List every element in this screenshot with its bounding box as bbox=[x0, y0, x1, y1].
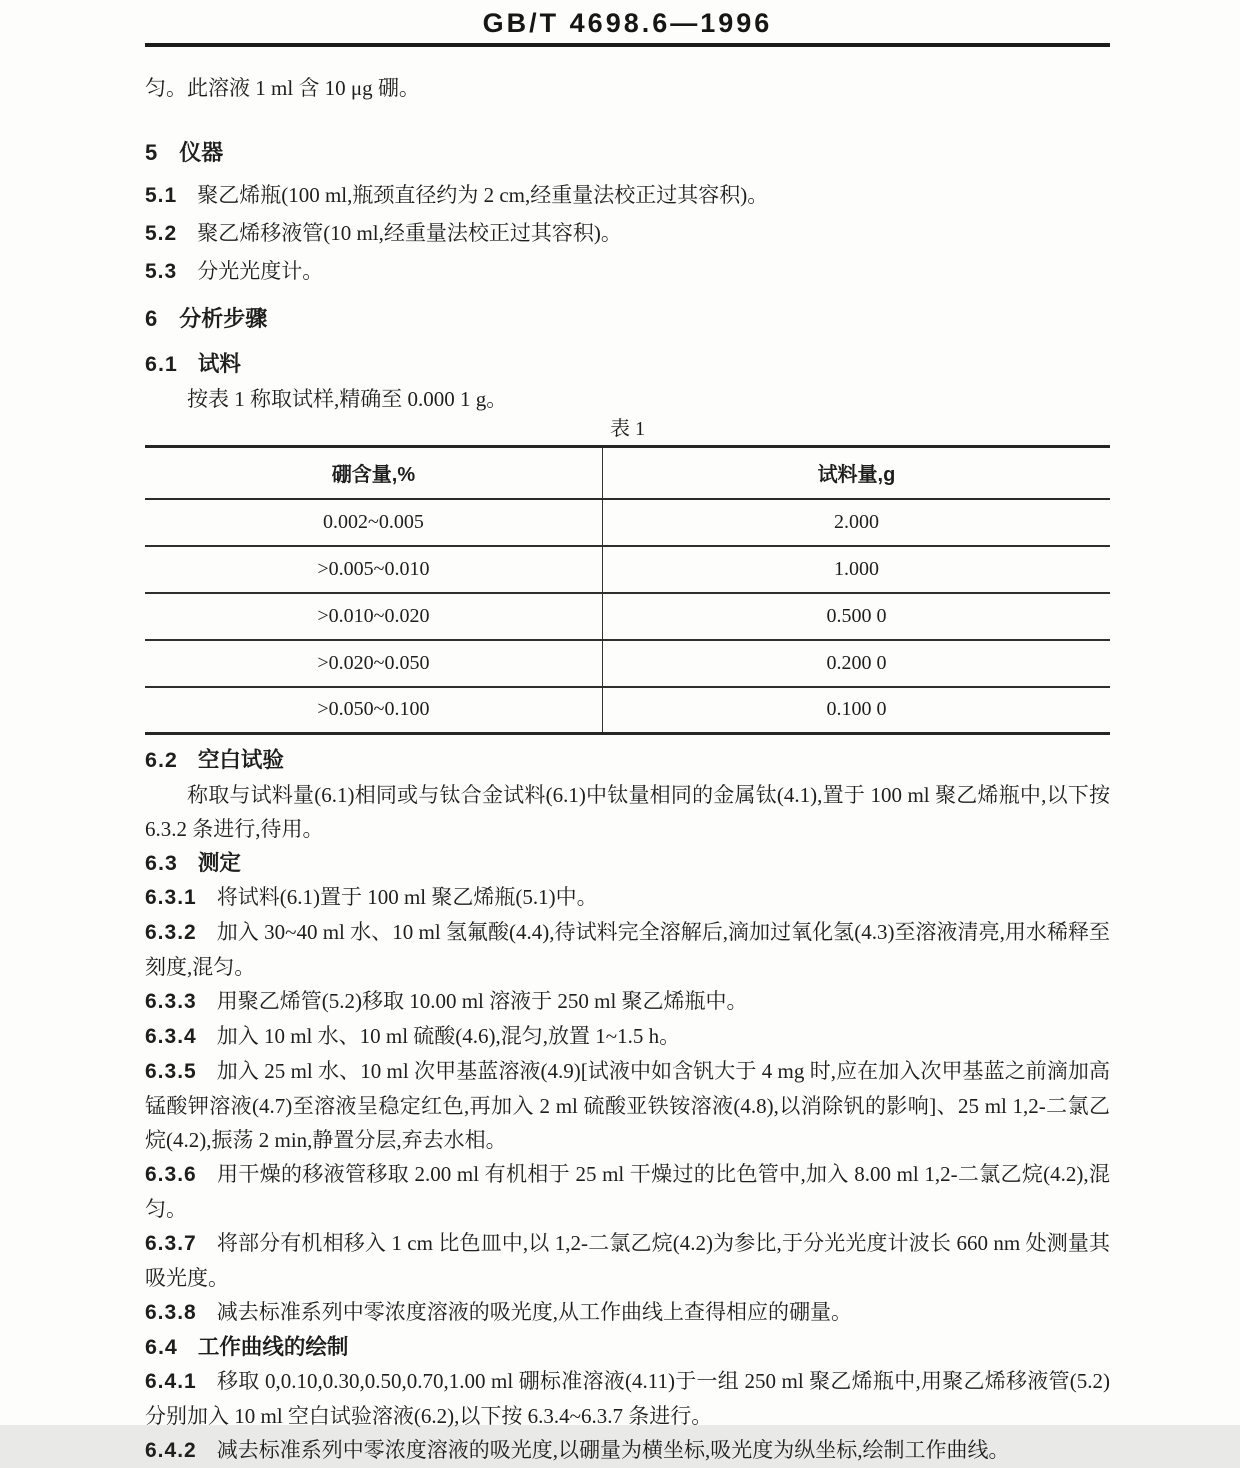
cell-sample-mass: 1.000 bbox=[602, 546, 1110, 593]
step-6-3-4-number: 6.3.4 bbox=[145, 1025, 197, 1048]
clause-6-4-title: 工作曲线的绘制 bbox=[197, 1335, 349, 1359]
paragraph-continuation: 匀。此溶液 1 ml 含 10 μg 硼。 bbox=[145, 76, 420, 100]
table-row bbox=[145, 499, 1110, 546]
header-rule bbox=[145, 43, 1110, 47]
table-row bbox=[145, 546, 1110, 593]
step-6-3-7-text: 将部分有机相移入 1 cm 比色皿中,以 1,2-二氯乙烷(4.2)为参比,于分光光度计波长 660 nm 处测量其吸光度。 bbox=[145, 1231, 1110, 1290]
clause-6-3-title: 测定 bbox=[197, 851, 241, 875]
clause-6-2-number: 6.2 bbox=[145, 748, 178, 772]
clause-5-1-text: 聚乙烯瓶(100 ml,瓶颈直径约为 2 cm,经重量法校正过其容积)。 bbox=[197, 183, 769, 207]
step-6-3-4 bbox=[145, 1019, 1110, 1054]
step-6-3-6-number: 6.3.6 bbox=[145, 1163, 197, 1186]
step-6-3-1-text: 将试料(6.1)置于 100 ml 聚乙烯瓶(5.1)中。 bbox=[216, 885, 598, 909]
step-6-4-1-number: 6.4.1 bbox=[145, 1370, 197, 1393]
clause-6-2-body: 称取与试料量(6.1)相同或与钛合金试料(6.1)中钛量相同的金属钛(4.1),置于 100 ml 聚乙烯瓶中,以下按 6.3.2 条进行,待用。 bbox=[145, 783, 1110, 841]
clause-5-1-number: 5.1 bbox=[145, 184, 178, 207]
step-6-4-1 bbox=[145, 1364, 1110, 1433]
step-6-3-7 bbox=[145, 1226, 1110, 1295]
clause-5-2 bbox=[145, 216, 1110, 251]
cell-boron-range: >0.010~0.020 bbox=[145, 593, 602, 640]
cell-boron-range: >0.005~0.010 bbox=[145, 546, 602, 593]
clause-6-2-heading bbox=[145, 743, 1110, 777]
cell-sample-mass: 2.000 bbox=[602, 499, 1110, 546]
step-6-4-2-number: 6.4.2 bbox=[145, 1439, 197, 1462]
step-6-3-8-text: 减去标准系列中零浓度溶液的吸光度,从工作曲线上查得相应的硼量。 bbox=[216, 1300, 852, 1324]
cell-sample-mass: 0.200 0 bbox=[602, 640, 1110, 687]
step-6-3-7-number: 6.3.7 bbox=[145, 1232, 197, 1255]
clause-5-3 bbox=[145, 254, 1110, 289]
cell-boron-range: 0.002~0.005 bbox=[145, 499, 602, 546]
step-6-3-5-number: 6.3.5 bbox=[145, 1060, 197, 1083]
clause-6-3-steps bbox=[145, 880, 1110, 1330]
section-5-number: 5 bbox=[145, 140, 158, 165]
table-row bbox=[145, 593, 1110, 640]
step-6-4-2 bbox=[145, 1433, 1110, 1468]
clause-6-1-heading bbox=[145, 347, 1110, 381]
step-6-3-8-number: 6.3.8 bbox=[145, 1301, 197, 1324]
step-6-4-1-text: 移取 0,0.10,0.30,0.50,0.70,1.00 ml 硼标准溶液(4.11)于一组 250 ml 聚乙烯瓶中,用聚乙烯移液管(5.2)分别加入 10 ml 空白试验溶液(6.2),以下按 6.3.4~6.3.7 条进行。 bbox=[145, 1369, 1110, 1428]
cell-sample-mass: 0.100 0 bbox=[826, 698, 887, 721]
table-1-caption: 表 1 bbox=[610, 418, 645, 440]
step-6-3-6 bbox=[145, 1157, 1110, 1226]
clause-5-1 bbox=[145, 178, 1110, 213]
section-6-number: 6 bbox=[145, 306, 158, 331]
clause-5-3-number: 5.3 bbox=[145, 260, 178, 283]
step-6-3-4-text: 加入 10 ml 水、10 ml 硫酸(4.6),混匀,放置 1~1.5 h。 bbox=[216, 1024, 681, 1048]
step-6-3-3 bbox=[145, 984, 1110, 1019]
step-6-3-2-number: 6.3.2 bbox=[145, 921, 197, 944]
step-6-4-2-text: 减去标准系列中零浓度溶液的吸光度,以硼量为横坐标,吸光度为纵坐标,绘制工作曲线。 bbox=[216, 1438, 1010, 1462]
section-6-title: 分析步骤 bbox=[179, 306, 268, 331]
clause-5-2-text: 聚乙烯移液管(10 ml,经重量法校正过其容积)。 bbox=[197, 221, 622, 245]
clause-5-2-number: 5.2 bbox=[145, 222, 178, 245]
step-6-3-3-number: 6.3.3 bbox=[145, 990, 197, 1013]
cell-boron-range: >0.020~0.050 bbox=[145, 640, 602, 687]
clause-6-4-steps bbox=[145, 1364, 1110, 1468]
section-5-title: 仪器 bbox=[179, 140, 224, 165]
table-1-header-row bbox=[145, 447, 1110, 499]
clause-6-4-heading bbox=[145, 1330, 1110, 1364]
clause-6-1-body: 按表 1 称取试样,精确至 0.000 1 g。 bbox=[187, 387, 508, 411]
table-row bbox=[145, 687, 1110, 734]
step-6-3-6-text: 用干燥的移液管移取 2.00 ml 有机相于 25 ml 干燥过的比色管中,加入 8.00 ml 1,2-二氯乙烷(4.2),混匀。 bbox=[145, 1162, 1110, 1221]
step-6-3-2 bbox=[145, 915, 1110, 984]
section-5-heading bbox=[145, 136, 1110, 170]
clause-6-1-number: 6.1 bbox=[145, 352, 178, 376]
step-6-3-5 bbox=[145, 1054, 1110, 1157]
step-6-3-5-text: 加入 25 ml 水、10 ml 次甲基蓝溶液(4.9)[试液中如含钒大于 4 mg 时,应在加入次甲基蓝之前滴加高锰酸钾溶液(4.7)至溶液呈稳定红色,再加入 2 ml 硫酸亚铁铵溶液(4.8),以消除钒的影响]、25 ml 1,2-二氯乙烷(4.2),振荡 2 min,静置分层,弃去水相。 bbox=[145, 1059, 1110, 1152]
clause-5-3-text: 分光光度计。 bbox=[197, 259, 324, 283]
clause-6-2-title: 空白试验 bbox=[197, 748, 284, 772]
step-6-3-1 bbox=[145, 880, 1110, 915]
col-header-sample-mass: 试料量,g bbox=[602, 447, 1110, 499]
clause-6-4-number: 6.4 bbox=[145, 1335, 178, 1359]
step-6-3-8 bbox=[145, 1295, 1110, 1330]
table-1 bbox=[145, 445, 1110, 735]
cell-boron-range: >0.050~0.100 bbox=[145, 687, 602, 734]
table-row bbox=[145, 640, 1110, 687]
step-6-3-2-text: 加入 30~40 ml 水、10 ml 氢氟酸(4.4),待试料完全溶解后,滴加过氧化氢(4.3)至溶液清亮,用水稀释至刻度,混匀。 bbox=[145, 920, 1110, 979]
clause-6-3-number: 6.3 bbox=[145, 851, 178, 875]
step-6-3-3-text: 用聚乙烯管(5.2)移取 10.00 ml 溶液于 250 ml 聚乙烯瓶中。 bbox=[216, 989, 748, 1013]
step-6-3-1-number: 6.3.1 bbox=[145, 886, 197, 909]
section-6-heading bbox=[145, 302, 1110, 336]
col-header-boron-content: 硼含量,% bbox=[145, 447, 602, 499]
clause-6-3-heading bbox=[145, 846, 1110, 880]
doc-number: GB/T 4698.6—1996 bbox=[482, 8, 773, 38]
clause-6-1-title: 试料 bbox=[197, 352, 241, 376]
cell-sample-mass: 0.500 0 bbox=[602, 593, 1110, 640]
